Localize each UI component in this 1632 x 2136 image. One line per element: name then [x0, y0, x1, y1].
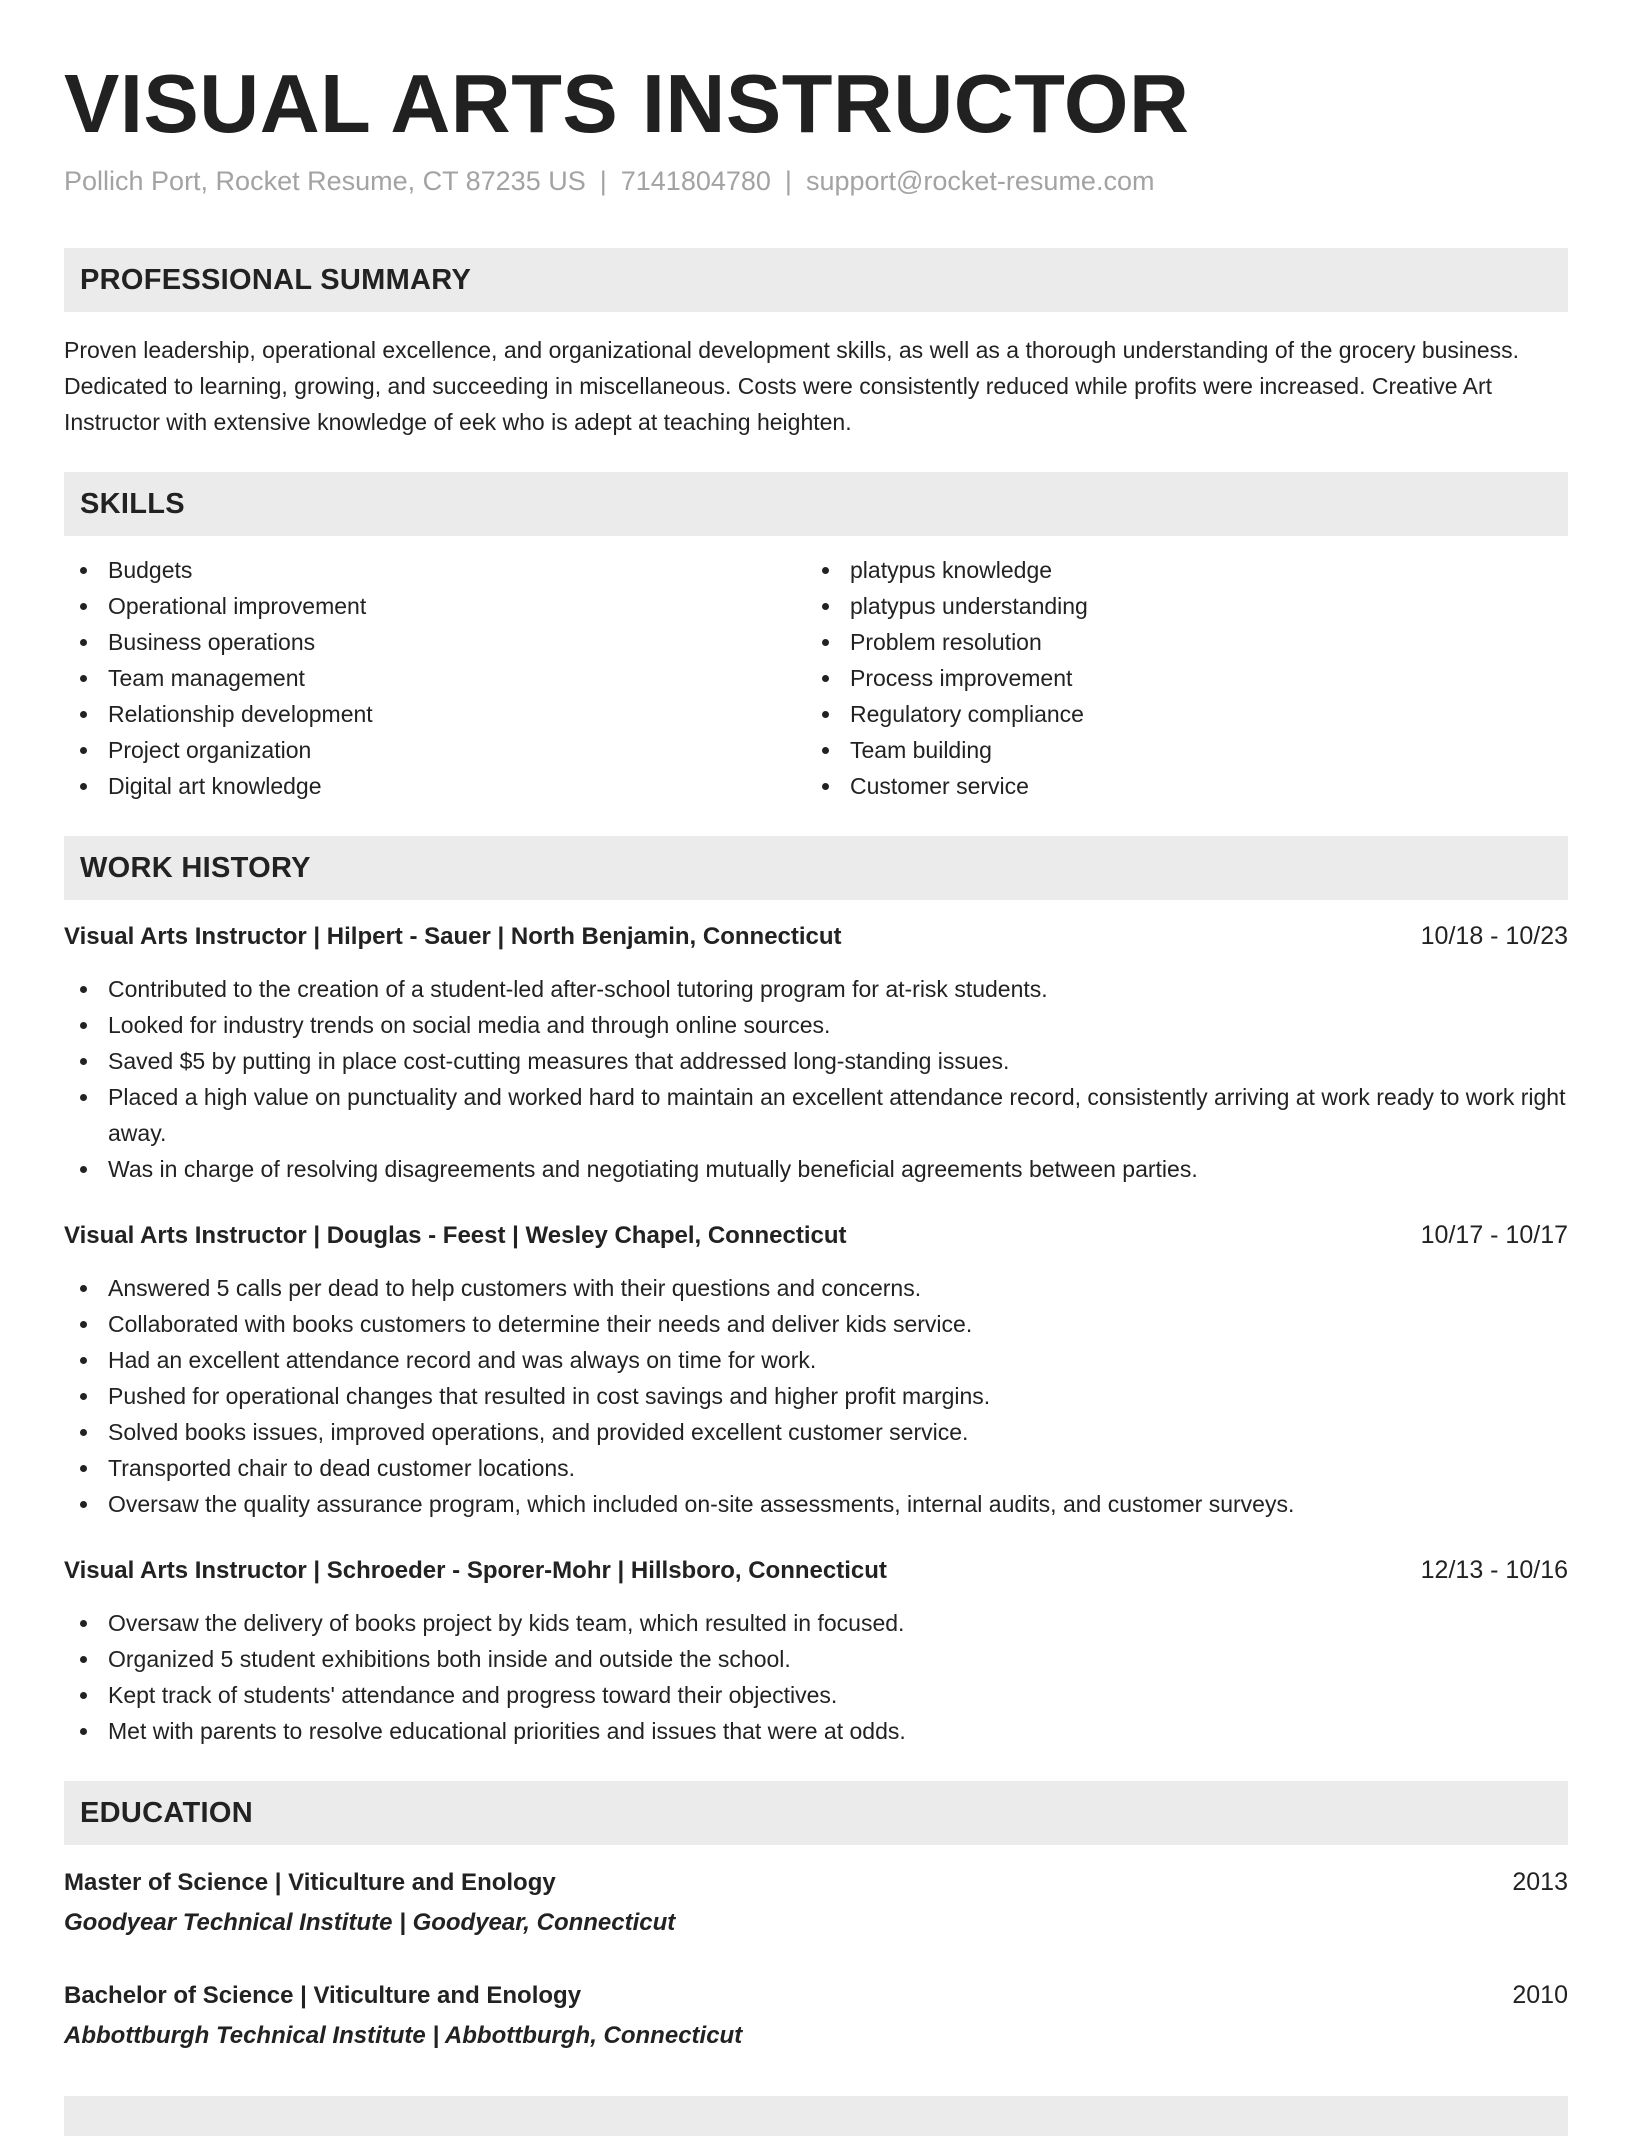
job-bullet: Answered 5 calls per dead to help customers with their questions and concerns.: [64, 1270, 1568, 1306]
skills-list-left: [64, 552, 806, 804]
job-title: Visual Arts Instructor | Schroeder - Sporer-Mohr | Hillsboro, Connecticut: [64, 1557, 887, 1584]
skill-item: platypus knowledge: [806, 552, 1548, 588]
job-bullet: Oversaw the delivery of books project by kids team, which resulted in focused.: [64, 1605, 1568, 1641]
education-year: 2010: [1512, 1981, 1568, 2009]
job-bullet: Oversaw the quality assurance program, which included on-site assessments, internal audits, and customer surveys.: [64, 1486, 1568, 1522]
education-year: 2013: [1512, 1868, 1568, 1896]
job-bullet: Met with parents to resolve educational priorities and issues that were at odds.: [64, 1713, 1568, 1749]
contact-email[interactable]: support@rocket-resume.com: [805, 166, 1155, 196]
job-dates: 12/13 - 10/16: [1420, 1556, 1568, 1584]
job-bullet: Was in charge of resolving disagreements and negotiating mutually beneficial agreements between parties.: [64, 1151, 1568, 1187]
job-entry: [64, 1217, 1568, 1522]
job-bullet-list: [64, 1270, 1568, 1522]
contact-separator: |: [599, 166, 607, 196]
skills-column-right: [806, 552, 1548, 804]
skill-item: Business operations: [64, 624, 806, 660]
contact-separator: |: [784, 166, 792, 196]
education-list: [64, 1863, 1568, 2055]
resume-page: [64, 0, 1568, 2055]
job-bullet: Looked for industry trends on social media and through online sources.: [64, 1007, 1568, 1043]
education-entry: [64, 1863, 1568, 1942]
section-header-summary: PROFESSIONAL SUMMARY: [64, 248, 1568, 312]
work-history-list: [64, 918, 1568, 1749]
section-header-skills: SKILLS: [64, 472, 1568, 536]
job-bullet: Pushed for operational changes that resulted in cost savings and higher profit margins.: [64, 1378, 1568, 1414]
education-degree: Bachelor of Science | Viticulture and Enology: [64, 1982, 582, 2009]
job-bullet: Kept track of students' attendance and progress toward their objectives.: [64, 1677, 1568, 1713]
skill-item: Relationship development: [64, 696, 806, 732]
job-bullet: Saved $5 by putting in place cost-cutting measures that addressed long-standing issues.: [64, 1043, 1568, 1079]
job-title: Visual Arts Instructor | Douglas - Feest | Wesley Chapel, Connecticut: [64, 1222, 847, 1249]
skill-item: Team building: [806, 732, 1548, 768]
job-dates: 10/17 - 10/17: [1420, 1221, 1568, 1249]
contact-address: Pollich Port, Rocket Resume, CT 87235 US: [64, 166, 586, 196]
education-entry: [64, 1976, 1568, 2055]
education-row: [64, 1863, 1568, 1902]
skill-item: Problem resolution: [806, 624, 1548, 660]
job-title-row: [64, 1217, 1568, 1254]
skill-item: platypus understanding: [806, 588, 1548, 624]
job-bullet: Collaborated with books customers to determine their needs and deliver kids service.: [64, 1306, 1568, 1342]
skill-item: Customer service: [806, 768, 1548, 804]
job-bullet: Organized 5 student exhibitions both inside and outside the school.: [64, 1641, 1568, 1677]
job-entry: [64, 918, 1568, 1187]
job-bullet-list: [64, 1605, 1568, 1749]
job-bullet: Had an excellent attendance record and was always on time for work.: [64, 1342, 1568, 1378]
section-header-work-history: WORK HISTORY: [64, 836, 1568, 900]
job-title-row: [64, 1552, 1568, 1589]
skills-grid: [64, 552, 1568, 804]
contact-line: [64, 164, 1568, 198]
job-bullet: Placed a high value on punctuality and worked hard to maintain an excellent attendance record, consistently arriving at work ready to work right away.: [64, 1079, 1568, 1151]
skill-item: Team management: [64, 660, 806, 696]
job-title: Visual Arts Instructor | Hilpert - Sauer | North Benjamin, Connecticut: [64, 923, 842, 950]
skill-item: Regulatory compliance: [806, 696, 1548, 732]
education-row: [64, 1976, 1568, 2015]
next-section-header-bar: [64, 2096, 1568, 2136]
job-bullet: Solved books issues, improved operations, and provided excellent customer service.: [64, 1414, 1568, 1450]
resume-name-title: VISUAL ARTS INSTRUCTOR: [64, 57, 1190, 150]
education-school: Abbottburgh Technical Institute | Abbottburgh, Connecticut: [64, 2022, 743, 2049]
section-header-education: EDUCATION: [64, 1781, 1568, 1845]
education-degree: Master of Science | Viticulture and Enology: [64, 1869, 556, 1896]
skill-item: Operational improvement: [64, 588, 806, 624]
skill-item: Budgets: [64, 552, 806, 588]
job-title-row: [64, 918, 1568, 955]
education-school: Goodyear Technical Institute | Goodyear, Connecticut: [64, 1909, 676, 1936]
job-bullet: Contributed to the creation of a student-led after-school tutoring program for at-risk students.: [64, 971, 1568, 1007]
skill-item: Process improvement: [806, 660, 1548, 696]
job-bullet-list: [64, 971, 1568, 1187]
skills-column-left: [64, 552, 806, 804]
summary-text: Proven leadership, operational excellence, and organizational development skills, as well as a thorough understanding of the grocery business. Dedicated to learning, growing, and succeeding in miscellaneous. Costs were consistently reduced while profits were increased. Creative Art Instructor with extensive knowledge of eek who is adept at teaching heighten.: [64, 337, 1519, 435]
contact-phone: 7141804780: [620, 166, 771, 196]
job-entry: [64, 1552, 1568, 1749]
skill-item: Digital art knowledge: [64, 768, 806, 804]
job-bullet: Transported chair to dead customer locations.: [64, 1450, 1568, 1486]
job-dates: 10/18 - 10/23: [1420, 922, 1568, 950]
skills-list-right: [806, 552, 1548, 804]
skill-item: Project organization: [64, 732, 806, 768]
